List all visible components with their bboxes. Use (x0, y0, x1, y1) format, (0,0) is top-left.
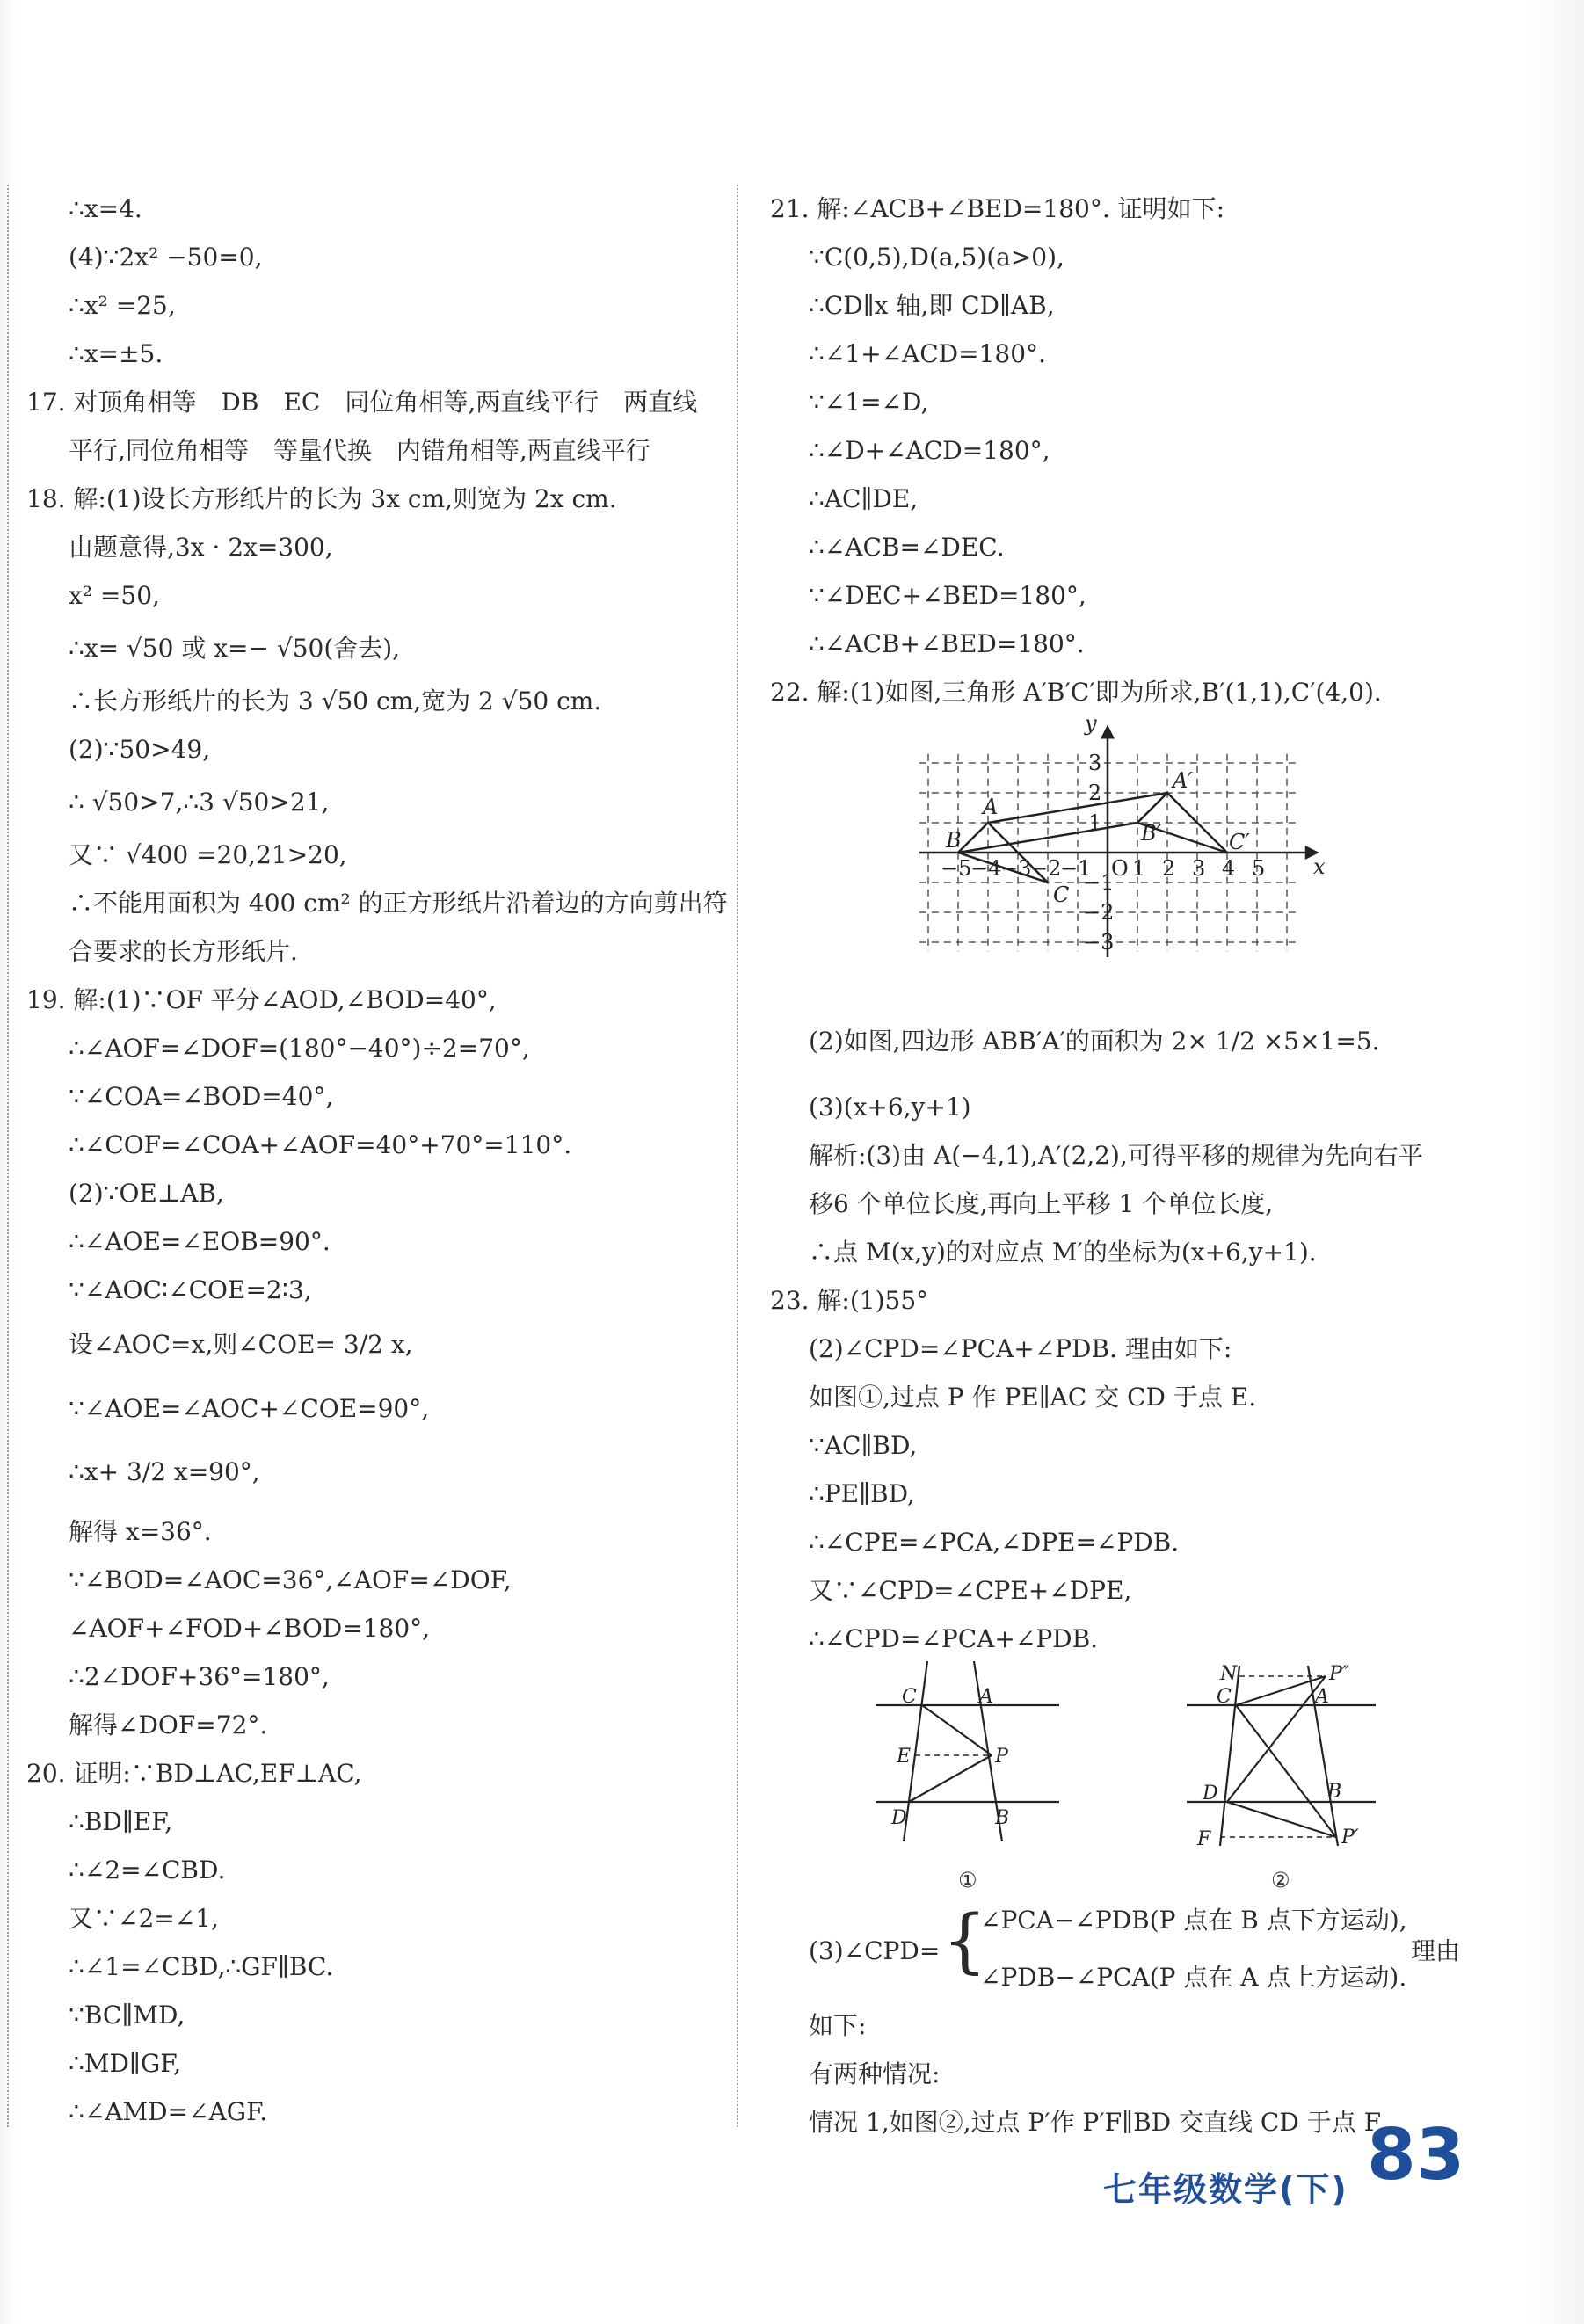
right-text-line: 如图①,过点 P 作 PE∥AC 交 CD 于点 E. (809, 1383, 1257, 1412)
right-text-line: (3)(x+6,y+1) (809, 1093, 971, 1122)
left-text-line: 解得 x=36°. (69, 1517, 212, 1546)
right-text-line: 情况 1,如图②,过点 P′作 P′F∥BD 交直线 CD 于点 F. (809, 2108, 1385, 2137)
fig2-label-n: N (1220, 1663, 1238, 1685)
left-text-line: 由题意得,3x · 2x=300, (69, 533, 333, 562)
left-text-line: ∴x= √50 或 x=− √50(舍去), (69, 634, 401, 663)
point-label: B′ (1141, 821, 1162, 846)
point-label: A′ (1173, 768, 1193, 793)
left-text-line: ∴长方形纸片的长为 3 √50 cm,宽为 2 √50 cm. (69, 686, 602, 715)
point-label: B (946, 828, 962, 853)
left-text-line: ∴不能用面积为 400 cm² 的正方形纸片沿着边的方向剪出符 (69, 889, 728, 918)
left-text-line: ∴ √50>7,∴3 √50>21, (69, 788, 330, 817)
right-text-line: 移6 个单位长度,再向上平移 1 个单位长度, (809, 1189, 1274, 1218)
right-text-line: 又∵∠CPD=∠CPE+∠DPE, (809, 1576, 1132, 1605)
fig2-label-a: A (1315, 1686, 1329, 1708)
right-text-line: ∴AC∥DE, (809, 484, 919, 513)
right-text-line: 有两种情况: (809, 2059, 941, 2088)
right-text-line: ∵∠DEC+∠BED=180°, (809, 581, 1086, 610)
left-text-line: (2)∵OE⊥AB, (69, 1179, 224, 1208)
left-text-line: ∴x² =25, (69, 291, 176, 320)
x-tick-label: 1 (1132, 856, 1146, 881)
x-tick-label: −3 (1000, 856, 1032, 881)
fig1-label-a: A (979, 1686, 993, 1708)
right-text-line: ∴∠D+∠ACD=180°, (809, 436, 1050, 465)
right-text-line: ∴PE∥BD, (809, 1479, 915, 1508)
x-tick-label: 4 (1222, 856, 1236, 881)
y-tick-label: −3 (1083, 930, 1115, 955)
left-text-line: ∴∠AOF=∠DOF=(180°−40°)÷2=70°, (69, 1034, 530, 1063)
y-axis-label: y (1085, 711, 1097, 737)
left-text-line: (2)∵50>49, (69, 735, 211, 764)
left-text-line: 设∠AOC=x,则∠COE= 3/2 x, (69, 1330, 413, 1359)
left-text-line: ∠AOF+∠FOD+∠BOD=180°, (69, 1614, 431, 1643)
right-text-line: ∴CD∥x 轴,即 CD∥AB, (809, 291, 1055, 320)
right-text-line: ∴∠1+∠ACD=180°. (809, 339, 1046, 368)
fig2-caption: ② (1271, 1868, 1290, 1892)
fig1-label-b: B (995, 1807, 1010, 1829)
left-text-line: ∴∠2=∠CBD. (69, 1856, 226, 1885)
x-tick-label: 5 (1252, 856, 1266, 881)
left-text-line: x² =50, (69, 581, 160, 610)
left-text-line: ∵∠COA=∠BOD=40°, (69, 1082, 334, 1111)
left-text-line: 解得∠DOF=72°. (69, 1710, 268, 1739)
right-text-line: ∴∠CPD=∠PCA+∠PDB. (809, 1624, 1099, 1653)
right-text-line: (2)∠CPD=∠PCA+∠PDB. 理由如下: (809, 1334, 1232, 1363)
right-text-line: (3)∠CPD= (809, 1936, 941, 1965)
right-text-line: ∠PDB−∠PCA(P 点在 A 点上方运动). (980, 1963, 1407, 1992)
right-text-line: 理由 (1411, 1936, 1461, 1965)
left-text-line: ∴x+ 3/2 x=90°, (69, 1457, 260, 1486)
column-divider (737, 185, 738, 2127)
fig2-label-p1: P′ (1341, 1827, 1359, 1848)
left-text-line: 又∵∠2=∠1, (69, 1904, 219, 1933)
x-tick-label: 3 (1192, 856, 1206, 881)
page-number: 83 (1367, 2114, 1465, 2196)
figure-2 (1178, 1657, 1389, 1894)
right-text-line: (2)如图,四边形 ABB′A′的面积为 2× 1/2 ×5×1=5. (809, 1027, 1380, 1056)
fig1-label-d: D (891, 1807, 907, 1829)
point-label: C (1053, 882, 1070, 907)
fig2-label-c: C (1217, 1686, 1232, 1708)
right-text-line: ∴点 M(x,y)的对应点 M′的坐标为(x+6,y+1). (809, 1238, 1317, 1267)
figure-1 (870, 1657, 1081, 1894)
right-text-line: 23. 解:(1)55° (770, 1286, 929, 1315)
left-text-line: ∴∠COF=∠COA+∠AOF=40°+70°=110°. (69, 1130, 572, 1159)
right-text-line: 解析:(3)由 A(−4,1),A′(2,2),可得平移的规律为先向右平 (809, 1141, 1423, 1170)
left-text-line: ∴2∠DOF+36°=180°, (69, 1662, 330, 1691)
left-text-line: 合要求的长方形纸片. (69, 937, 298, 966)
left-text-line: 平行,同位角相等 等量代换 内错角相等,两直线平行 (69, 436, 650, 465)
right-text-line: ∵C(0,5),D(a,5)(a>0), (809, 243, 1064, 272)
x-tick-label: −1 (1060, 856, 1092, 881)
left-text-line: 17. 对顶角相等 DB EC 同位角相等,两直线平行 两直线 (26, 388, 698, 417)
right-text-line: 如下: (809, 2011, 867, 2040)
point-label: C′ (1229, 830, 1250, 854)
left-text-line: ∴∠1=∠CBD,∴GF∥BC. (69, 1952, 334, 1981)
coordinate-grid-figure (932, 711, 1326, 976)
fig2-label-b: B (1327, 1781, 1342, 1803)
x-tick-label: −2 (1030, 856, 1062, 881)
seg-dp (909, 1755, 992, 1802)
left-text-line: ∵BC∥MD, (69, 2001, 185, 2030)
x-tick-label: O (1111, 856, 1129, 881)
y-axis-arrow (1102, 727, 1113, 737)
left-text-line: ∵∠BOD=∠AOC=36°,∠AOF=∠DOF, (69, 1565, 512, 1594)
fig2-label-p2: P″ (1329, 1663, 1350, 1685)
fig1-label-c: C (902, 1686, 917, 1708)
y-tick-label: −2 (1083, 900, 1115, 925)
left-text-line: ∵∠AOE=∠AOC+∠COE=90°, (69, 1394, 430, 1423)
point-label: A (983, 795, 999, 819)
left-text-line: ∴x=4. (69, 194, 142, 223)
right-text-line: 22. 解:(1)如图,三角形 A′B′C′即为所求,B′(1,1),C′(4,0). (770, 678, 1382, 707)
right-text-line: ∵∠1=∠D, (809, 388, 929, 417)
left-text-line: ∴x=±5. (69, 339, 163, 368)
left-text-line: ∴BD∥EF, (69, 1807, 173, 1836)
y-tick-label: 1 (1088, 810, 1102, 835)
left-text-line: ∵∠AOC∶∠COE=2∶3, (69, 1275, 312, 1304)
left-text-line: ∴∠AMD=∠AGF. (69, 2097, 268, 2126)
right-text-line: ∴∠ACB=∠DEC. (809, 533, 1005, 562)
left-text-line: 20. 证明:∵BD⊥AC,EF⊥AC, (26, 1759, 362, 1788)
fig2-label-d: D (1203, 1783, 1218, 1805)
fig1-label-e: E (897, 1746, 912, 1768)
y-tick-label: 2 (1088, 781, 1102, 805)
left-text-line: 18. 解:(1)设长方形纸片的长为 3x cm,则宽为 2x cm. (26, 484, 617, 513)
right-text-line: ∴∠ACB+∠BED=180°. (809, 629, 1085, 658)
left-text-line: ∴MD∥GF, (69, 2049, 182, 2078)
seg-dp2 (1227, 1676, 1326, 1802)
y-tick-label: −1 (1083, 870, 1115, 895)
right-text-line: ∠PCA−∠PDB(P 点在 B 点下方运动), (980, 1906, 1407, 1935)
x-axis-label: x (1313, 854, 1326, 879)
x-tick-label: −4 (970, 856, 1002, 881)
left-text-line: 又∵ √400 =20,21>20, (69, 840, 347, 869)
left-margin-rule (7, 185, 9, 2127)
footer-book-title: 七年级数学(下) (1103, 2170, 1348, 2209)
right-text-line: 21. 解:∠ACB+∠BED=180°. 证明如下: (770, 194, 1225, 223)
fig2-label-f: F (1197, 1828, 1211, 1850)
y-tick-label: 3 (1088, 751, 1102, 775)
right-text-line: ∵AC∥BD, (809, 1431, 918, 1460)
right-text-line: ∴∠CPE=∠PCA,∠DPE=∠PDB. (809, 1528, 1180, 1557)
left-text-line: ∴∠AOE=∠EOB=90°. (69, 1227, 331, 1256)
x-tick-label: 2 (1162, 856, 1176, 881)
fig1-label-p: P (995, 1746, 1008, 1768)
left-text-line: (4)∵2x² −50=0, (69, 243, 263, 272)
x-tick-label: −5 (941, 856, 972, 881)
piecewise-brace: { (942, 1899, 987, 1981)
seg-dp1 (1227, 1802, 1336, 1837)
fig1-caption: ① (958, 1868, 977, 1892)
left-text-line: 19. 解:(1)∵OF 平分∠AOD,∠BOD=40°, (26, 985, 497, 1014)
